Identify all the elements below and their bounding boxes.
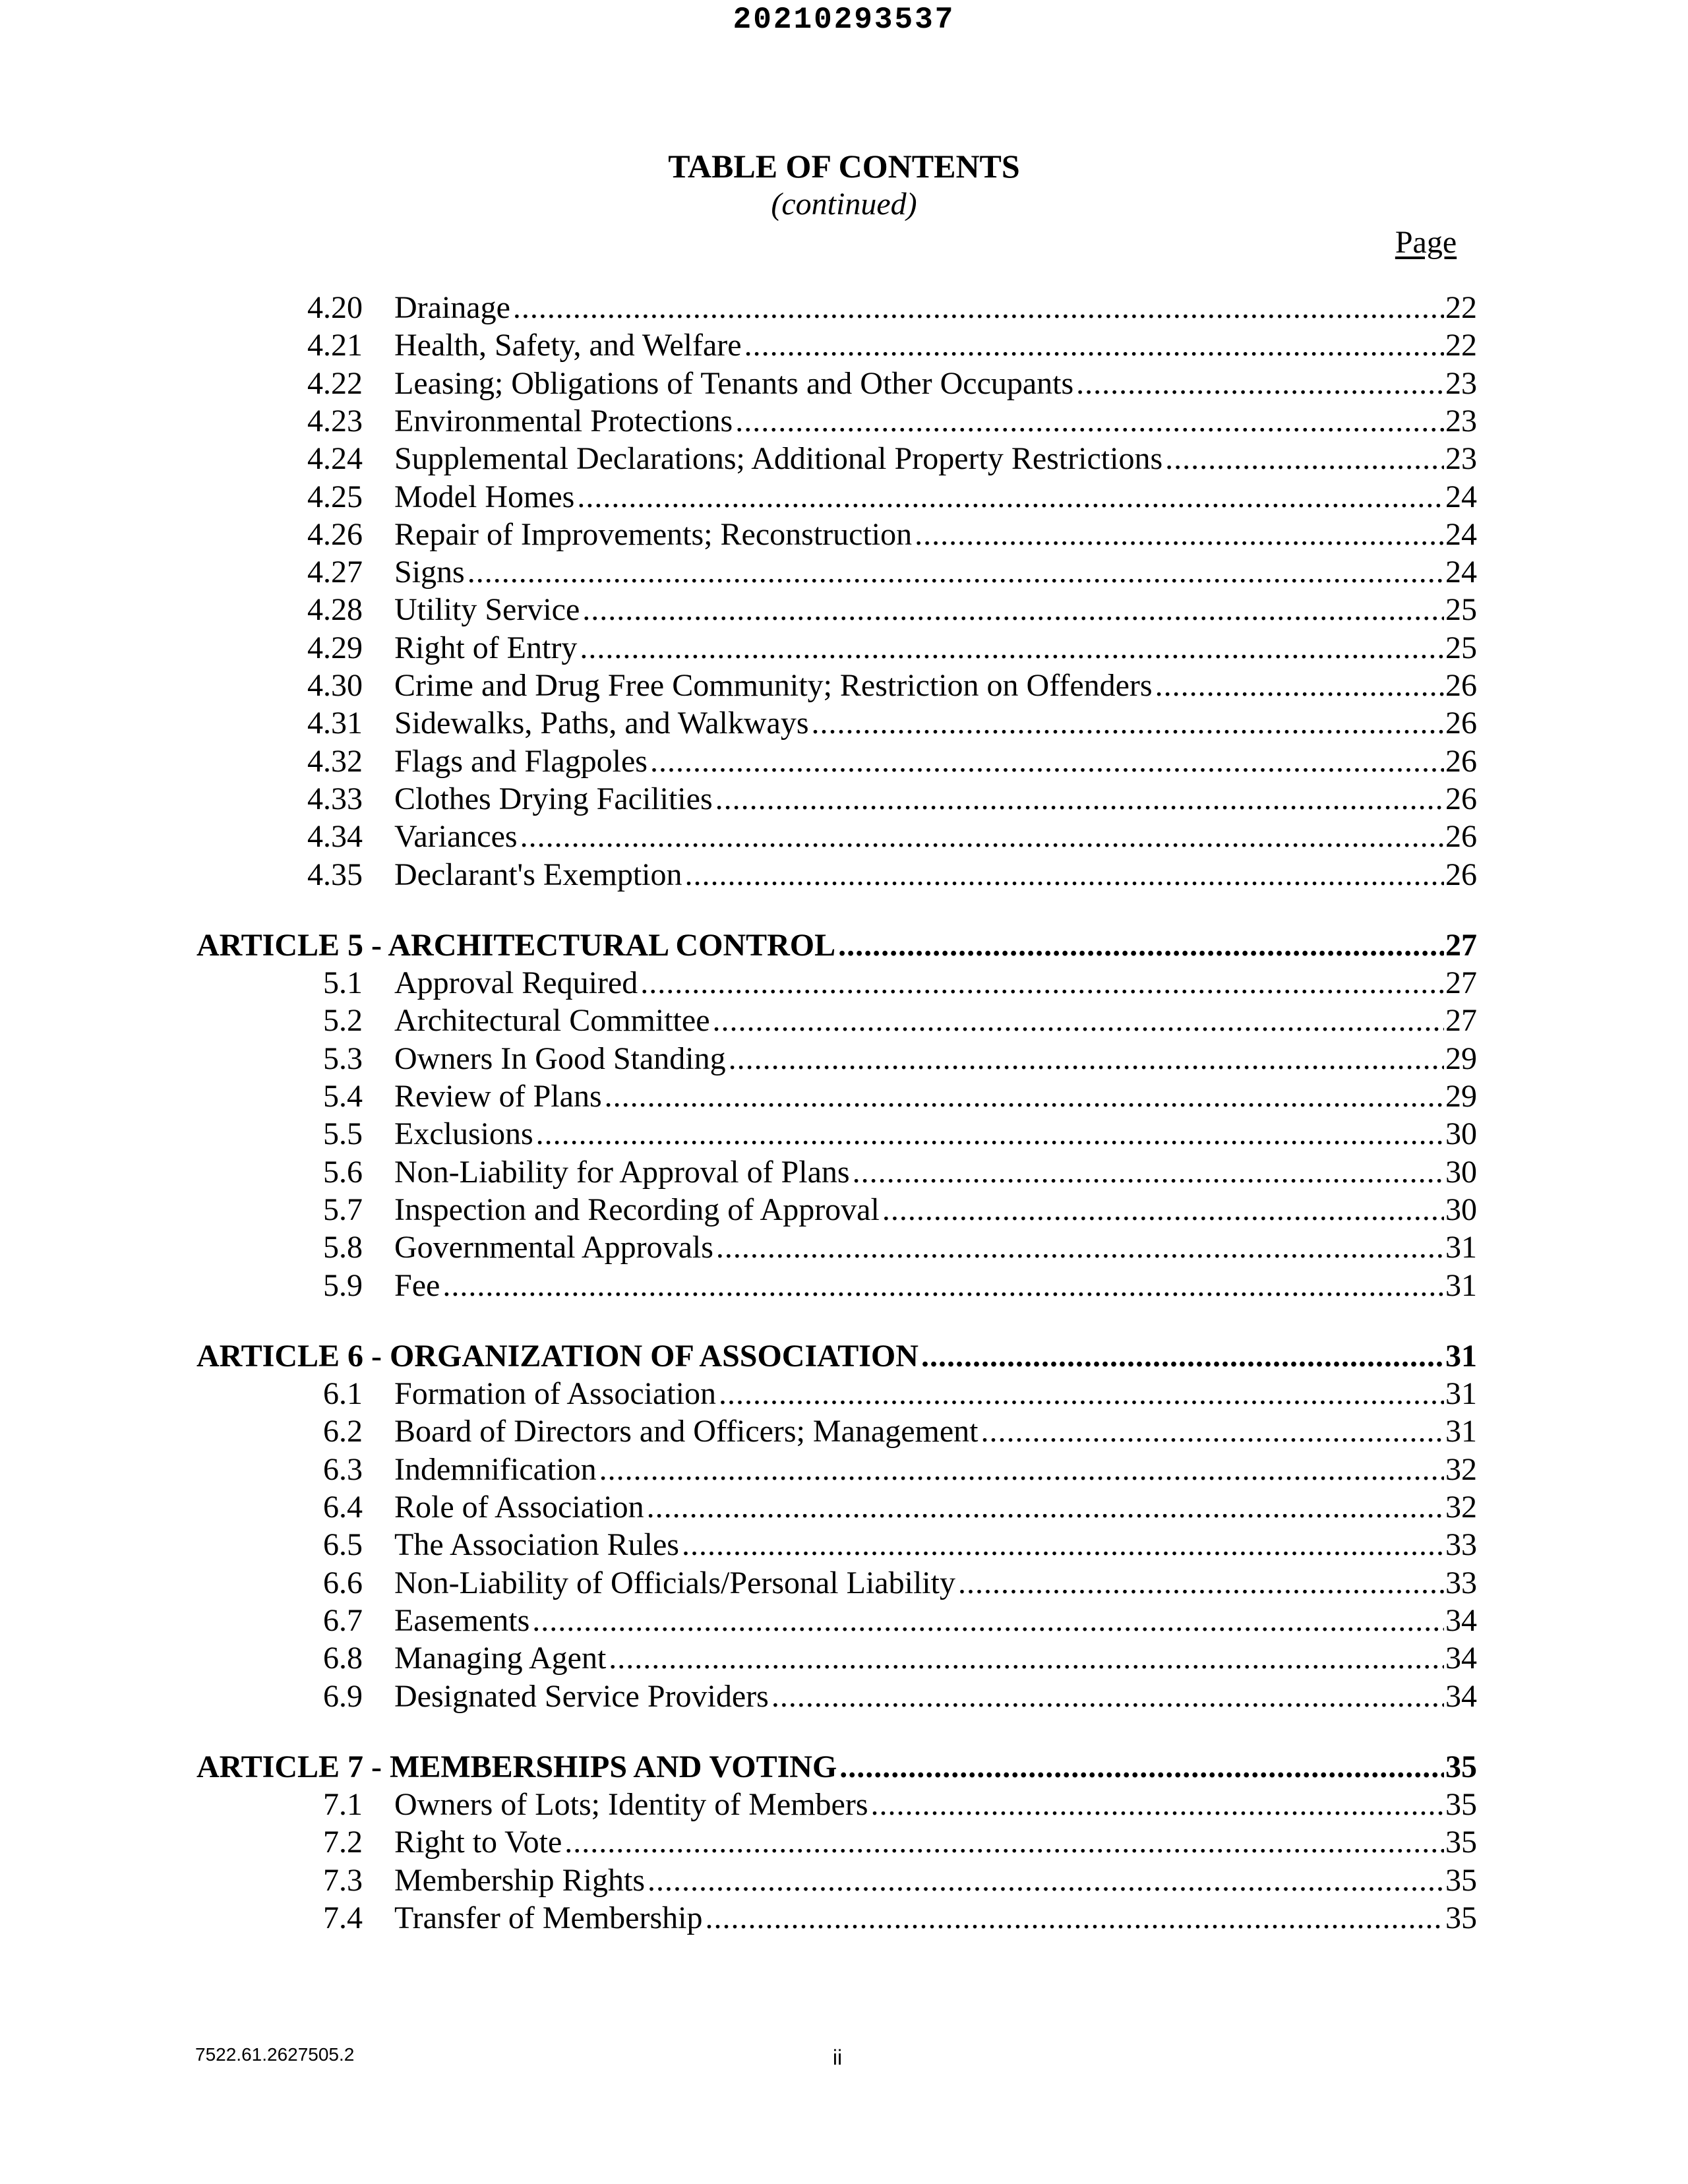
toc-entry-page: 25: [1445, 630, 1477, 665]
toc-section-number: 5.2: [323, 1003, 363, 1039]
toc-entry-line: [394, 1678, 1477, 1716]
toc-section-number: 4.22: [307, 365, 363, 401]
toc-entry-title: Right of Entry: [394, 630, 578, 665]
toc-entry-title: Owners of Lots; Identity of Members: [394, 1787, 868, 1823]
toc-section-number: 6.5: [323, 1527, 363, 1563]
toc-section-entry[interactable]: [0, 289, 1688, 327]
footer-document-id: 7522.61.2627505.2: [195, 2044, 355, 2065]
toc-entry-line: [394, 1191, 1477, 1229]
toc-section-number: 5.9: [323, 1267, 363, 1303]
toc-entry-page: 30: [1445, 1154, 1477, 1190]
footer-page-number: ii: [832, 2046, 843, 2069]
toc-section-number: 5.3: [323, 1041, 363, 1076]
toc-entry-title: Sidewalks, Paths, and Walkways: [394, 706, 809, 741]
toc-section-number: 6.2: [323, 1414, 363, 1449]
toc-section-entry[interactable]: [0, 1375, 1688, 1413]
toc-article-heading[interactable]: [0, 926, 1688, 965]
dot-leader: [647, 1488, 1444, 1527]
toc-entry-line: [394, 964, 1477, 1002]
toc-entry-line: [394, 667, 1477, 705]
toc-entry-title: Declarant's Exemption: [394, 857, 682, 892]
page-subtitle: (continued): [771, 187, 917, 222]
toc-entry-line: [394, 1488, 1477, 1527]
toc-section-number: 5.4: [323, 1079, 363, 1114]
toc-section-entry[interactable]: [0, 1002, 1688, 1040]
toc-entry-title: Signs: [394, 555, 465, 590]
toc-entry-page: 25: [1445, 592, 1477, 628]
dot-leader: [713, 1002, 1445, 1040]
toc-entry-line: [394, 1153, 1477, 1192]
toc-entry-line: [394, 591, 1477, 629]
toc-section-number: 7.2: [323, 1825, 363, 1860]
toc-entry-title: Crime and Drug Free Community; Restriction on Offenders: [394, 668, 1153, 703]
dot-leader: [520, 818, 1444, 856]
toc-entry-page: 33: [1445, 1527, 1477, 1563]
toc-entry-title: Utility Service: [394, 592, 580, 628]
toc-section-entry[interactable]: [0, 1862, 1688, 1900]
toc-section-entry[interactable]: [0, 780, 1688, 818]
toc-section-entry[interactable]: [0, 667, 1688, 705]
toc-entry-page: 31: [1445, 1376, 1477, 1412]
dot-leader: [1155, 667, 1444, 705]
toc-section-entry[interactable]: [0, 743, 1688, 781]
toc-section-number: 6.4: [323, 1490, 363, 1525]
toc-section-entry[interactable]: [0, 553, 1688, 592]
toc-section-number: 5.1: [323, 965, 363, 1001]
toc-section-entry[interactable]: [0, 629, 1688, 667]
toc-entry-page: 26: [1445, 668, 1477, 703]
toc-entry-title: ARTICLE 6 - ORGANIZATION OF ASSOCIATION: [196, 1338, 919, 1374]
toc-entry-line: [394, 1639, 1477, 1678]
toc-entry-line: [394, 1564, 1477, 1602]
toc-entry-page: 27: [1445, 1003, 1477, 1039]
toc-entry-title: Architectural Committee: [394, 1003, 710, 1039]
toc-entry-page: 24: [1445, 555, 1477, 590]
toc-section-entry[interactable]: [0, 1451, 1688, 1489]
toc-entry-page: 29: [1445, 1079, 1477, 1114]
toc-entry-title: Exclusions: [394, 1116, 533, 1152]
toc-entry-line: [394, 743, 1477, 781]
toc-entry-line: [394, 818, 1477, 856]
toc-entry-line: [394, 1786, 1477, 1824]
toc-entry-line: [196, 926, 1477, 965]
dot-leader: [605, 1077, 1444, 1116]
toc-section-entry[interactable]: [0, 1153, 1688, 1192]
document-number: 20210293537: [733, 3, 955, 37]
toc-entry-line: [394, 365, 1477, 403]
toc-section-number: 4.29: [307, 630, 363, 665]
toc-entry-title: Approval Required: [394, 965, 638, 1001]
toc-entry-title: Non-Liability for Approval of Plans: [394, 1154, 850, 1190]
toc-section-entry[interactable]: [0, 1899, 1688, 1937]
toc-entry-line: [196, 1748, 1477, 1786]
toc-entry-page: 31: [1445, 1230, 1477, 1265]
dot-leader: [599, 1451, 1444, 1489]
toc-entry-title: Transfer of Membership: [394, 1900, 703, 1935]
dot-leader: [650, 743, 1444, 781]
toc-entry-page: 26: [1445, 819, 1477, 855]
toc-section-number: 5.8: [323, 1230, 363, 1265]
toc-section-entry[interactable]: [0, 1488, 1688, 1527]
toc-entry-title: ARTICLE 5 - ARCHITECTURAL CONTROL: [196, 927, 836, 963]
dot-leader: [536, 1115, 1444, 1153]
toc-entry-line: [394, 478, 1477, 516]
toc-section-number: 4.24: [307, 441, 363, 477]
toc-entry-title: Fee: [394, 1267, 440, 1303]
toc-entry-page: 26: [1445, 706, 1477, 741]
toc-entry-line: [196, 1337, 1477, 1376]
dot-leader: [812, 704, 1444, 743]
dot-leader: [839, 1748, 1444, 1786]
dot-leader: [838, 926, 1444, 965]
dot-leader: [582, 591, 1444, 629]
toc-section-number: 6.6: [323, 1565, 363, 1600]
toc-entry-page: 29: [1445, 1041, 1477, 1076]
toc-section-number: 7.4: [323, 1900, 363, 1935]
toc-section-number: 6.3: [323, 1451, 363, 1487]
toc-section-number: 6.9: [323, 1678, 363, 1714]
toc-section-number: 4.30: [307, 668, 363, 703]
toc-section-entry[interactable]: [0, 1040, 1688, 1078]
toc-section-number: 4.23: [307, 403, 363, 439]
toc-entry-page: 24: [1445, 516, 1477, 552]
toc-entry-line: [394, 1375, 1477, 1413]
toc-entry-title: Owners In Good Standing: [394, 1041, 726, 1076]
page-column-heading: Page: [1395, 225, 1457, 260]
toc-entry-page: 23: [1445, 403, 1477, 439]
toc-section-entry[interactable]: [0, 478, 1688, 516]
toc-entry-page: 32: [1445, 1451, 1477, 1487]
toc-entry-line: [394, 629, 1477, 667]
dot-leader: [580, 629, 1444, 667]
toc-entry-page: 23: [1445, 441, 1477, 477]
toc-section-number: 7.1: [323, 1787, 363, 1823]
toc-entry-title: Right to Vote: [394, 1825, 562, 1860]
toc-entry-title: Environmental Protections: [394, 403, 733, 439]
toc-entry-title: Review of Plans: [394, 1079, 602, 1114]
toc-section-number: 4.31: [307, 706, 363, 741]
toc-entry-title: Variances: [394, 819, 518, 855]
toc-entry-line: [394, 1228, 1477, 1267]
dot-leader: [532, 1602, 1444, 1640]
toc-entry-title: Board of Directors and Officers; Management: [394, 1414, 979, 1449]
toc-section-entry[interactable]: [0, 1639, 1688, 1678]
toc-article-heading[interactable]: [0, 1748, 1688, 1786]
toc-entry-title: Flags and Flagpoles: [394, 743, 648, 779]
dot-leader: [467, 553, 1444, 592]
toc-section-number: 5.6: [323, 1154, 363, 1190]
toc-entry-line: [394, 856, 1477, 894]
toc-section-entry[interactable]: [0, 1191, 1688, 1229]
toc-section-entry[interactable]: [0, 818, 1688, 856]
toc-section-entry[interactable]: [0, 402, 1688, 440]
toc-entry-page: 27: [1445, 927, 1477, 963]
toc-entry-page: 23: [1445, 365, 1477, 401]
toc-entry-title: Health, Safety, and Welfare: [394, 328, 742, 363]
toc-section-number: 5.5: [323, 1116, 363, 1152]
toc-section-entry[interactable]: [0, 516, 1688, 554]
toc-entry-line: [394, 1602, 1477, 1640]
toc-entry-line: [394, 704, 1477, 743]
toc-entry-line: [394, 1412, 1477, 1451]
toc-section-number: 5.7: [323, 1192, 363, 1227]
toc-entry-line: [394, 1077, 1477, 1116]
toc-section-number: 7.3: [323, 1862, 363, 1898]
toc-section-entry[interactable]: [0, 591, 1688, 629]
toc-entry-line: [394, 1451, 1477, 1489]
toc-entry-title: Formation of Association: [394, 1376, 716, 1412]
dot-leader: [853, 1153, 1444, 1192]
dot-leader: [729, 1040, 1444, 1078]
toc-section-number: 4.33: [307, 781, 363, 816]
toc-entry-page: 30: [1445, 1192, 1477, 1227]
toc-entry-line: [394, 1526, 1477, 1564]
toc-entry-page: 30: [1445, 1116, 1477, 1152]
toc-article-heading[interactable]: [0, 1337, 1688, 1376]
toc-entry-line: [394, 1823, 1477, 1862]
toc-section-entry[interactable]: [0, 440, 1688, 478]
toc-entry-title: Supplemental Declarations; Additional Property Restrictions: [394, 441, 1163, 477]
toc-section-number: 4.26: [307, 516, 363, 552]
toc-section-entry[interactable]: [0, 365, 1688, 403]
toc-section-number: 4.32: [307, 743, 363, 779]
toc-section-entry[interactable]: [0, 1267, 1688, 1305]
toc-section-entry[interactable]: [0, 964, 1688, 1002]
toc-section-entry[interactable]: [0, 1602, 1688, 1640]
toc-section-number: 4.21: [307, 328, 363, 363]
toc-section-number: 6.8: [323, 1641, 363, 1676]
dot-leader: [1165, 440, 1444, 478]
toc-entry-title: Repair of Improvements; Reconstruction: [394, 516, 913, 552]
dot-leader: [735, 402, 1444, 440]
toc-entry-page: 31: [1445, 1338, 1477, 1374]
toc-entry-title: Designated Service Providers: [394, 1678, 769, 1714]
toc-entry-title: Inspection and Recording of Approval: [394, 1192, 880, 1227]
toc-entry-page: 34: [1445, 1602, 1477, 1638]
toc-entry-page: 35: [1445, 1749, 1477, 1784]
dot-leader: [744, 326, 1444, 365]
dot-leader: [648, 1862, 1444, 1900]
toc-entry-title: Managing Agent: [394, 1641, 607, 1676]
toc-entry-page: 33: [1445, 1565, 1477, 1600]
dot-leader: [609, 1639, 1444, 1678]
dot-leader: [771, 1678, 1444, 1716]
toc-section-entry[interactable]: [0, 1564, 1688, 1602]
toc-entry-page: 35: [1445, 1787, 1477, 1823]
toc-section-entry[interactable]: [0, 326, 1688, 365]
toc-entry-page: 26: [1445, 857, 1477, 892]
dot-leader: [705, 1899, 1444, 1937]
toc-entry-line: [394, 440, 1477, 478]
toc-entry-page: 27: [1445, 965, 1477, 1001]
toc-section-number: 4.20: [307, 290, 363, 325]
dot-leader: [871, 1786, 1444, 1824]
dot-leader: [715, 780, 1444, 818]
toc-section-number: 4.27: [307, 555, 363, 590]
toc-section-entry[interactable]: [0, 1115, 1688, 1153]
toc-entry-title: The Association Rules: [394, 1527, 679, 1563]
dot-leader: [716, 1228, 1444, 1267]
toc-entry-line: [394, 516, 1477, 554]
dot-leader: [958, 1564, 1444, 1602]
toc-section-number: 4.35: [307, 857, 363, 892]
toc-entry-line: [394, 553, 1477, 592]
toc-entry-page: 34: [1445, 1641, 1477, 1676]
toc-entry-title: Indemnification: [394, 1451, 597, 1487]
toc-section-entry[interactable]: [0, 1823, 1688, 1862]
dot-leader: [921, 1337, 1444, 1376]
toc-entry-line: [394, 289, 1477, 327]
toc-section-entry[interactable]: [0, 1678, 1688, 1716]
toc-entry-title: Role of Association: [394, 1490, 644, 1525]
dot-leader: [442, 1267, 1444, 1305]
dot-leader: [685, 856, 1445, 894]
toc-entry-title: Easements: [394, 1602, 530, 1638]
dot-leader: [682, 1526, 1444, 1564]
toc-entry-page: 24: [1445, 479, 1477, 514]
toc-entry-page: 35: [1445, 1862, 1477, 1898]
toc-section-entry[interactable]: [0, 1786, 1688, 1824]
toc-entry-line: [394, 1862, 1477, 1900]
toc-entry-title: Drainage: [394, 290, 510, 325]
toc-section-entry[interactable]: [0, 1077, 1688, 1116]
toc-entry-page: 31: [1445, 1414, 1477, 1449]
toc-entry-line: [394, 1899, 1477, 1937]
toc-entry-page: 22: [1445, 290, 1477, 325]
dot-leader: [882, 1191, 1444, 1229]
toc-entry-line: [394, 1002, 1477, 1040]
toc-entry-title: Membership Rights: [394, 1862, 645, 1898]
toc-entry-title: Clothes Drying Facilities: [394, 781, 713, 816]
dot-leader: [640, 964, 1444, 1002]
toc-entry-page: 22: [1445, 328, 1477, 363]
toc-entry-line: [394, 402, 1477, 440]
toc-entry-page: 32: [1445, 1490, 1477, 1525]
toc-entry-title: Governmental Approvals: [394, 1230, 713, 1265]
toc-section-number: 4.25: [307, 479, 363, 514]
toc-entry-page: 26: [1445, 743, 1477, 779]
toc-section-entry[interactable]: [0, 1526, 1688, 1564]
toc-section-number: 4.34: [307, 819, 363, 855]
toc-entry-title: Leasing; Obligations of Tenants and Other Occupants: [394, 365, 1074, 401]
dot-leader: [915, 516, 1444, 554]
dot-leader: [719, 1375, 1444, 1413]
toc-section-entry[interactable]: [0, 856, 1688, 894]
toc-section-entry[interactable]: [0, 1228, 1688, 1267]
toc-section-number: 4.28: [307, 592, 363, 628]
toc-entry-title: Non-Liability of Officials/Personal Liability: [394, 1565, 955, 1600]
toc-entry-page: 31: [1445, 1267, 1477, 1303]
toc-entry-page: 35: [1445, 1825, 1477, 1860]
toc-section-number: 6.7: [323, 1602, 363, 1638]
dot-leader: [564, 1823, 1444, 1862]
toc-entry-line: [394, 1040, 1477, 1078]
toc-section-entry[interactable]: [0, 704, 1688, 743]
toc-entry-line: [394, 1267, 1477, 1305]
page-title: TABLE OF CONTENTS: [668, 148, 1020, 185]
toc-entry-page: 35: [1445, 1900, 1477, 1935]
toc-entry-line: [394, 1115, 1477, 1153]
toc-entry-title: Model Homes: [394, 479, 575, 514]
dot-leader: [980, 1412, 1444, 1451]
toc-section-entry[interactable]: [0, 1412, 1688, 1451]
toc-entry-title: ARTICLE 7 - MEMBERSHIPS AND VOTING: [196, 1749, 837, 1784]
toc-entry-line: [394, 326, 1477, 365]
toc-section-number: 6.1: [323, 1376, 363, 1412]
toc-entry-page: 34: [1445, 1678, 1477, 1714]
dot-leader: [577, 478, 1444, 516]
dot-leader: [1076, 365, 1444, 403]
toc-entry-page: 26: [1445, 781, 1477, 816]
dot-leader: [513, 289, 1444, 327]
toc-entry-line: [394, 780, 1477, 818]
